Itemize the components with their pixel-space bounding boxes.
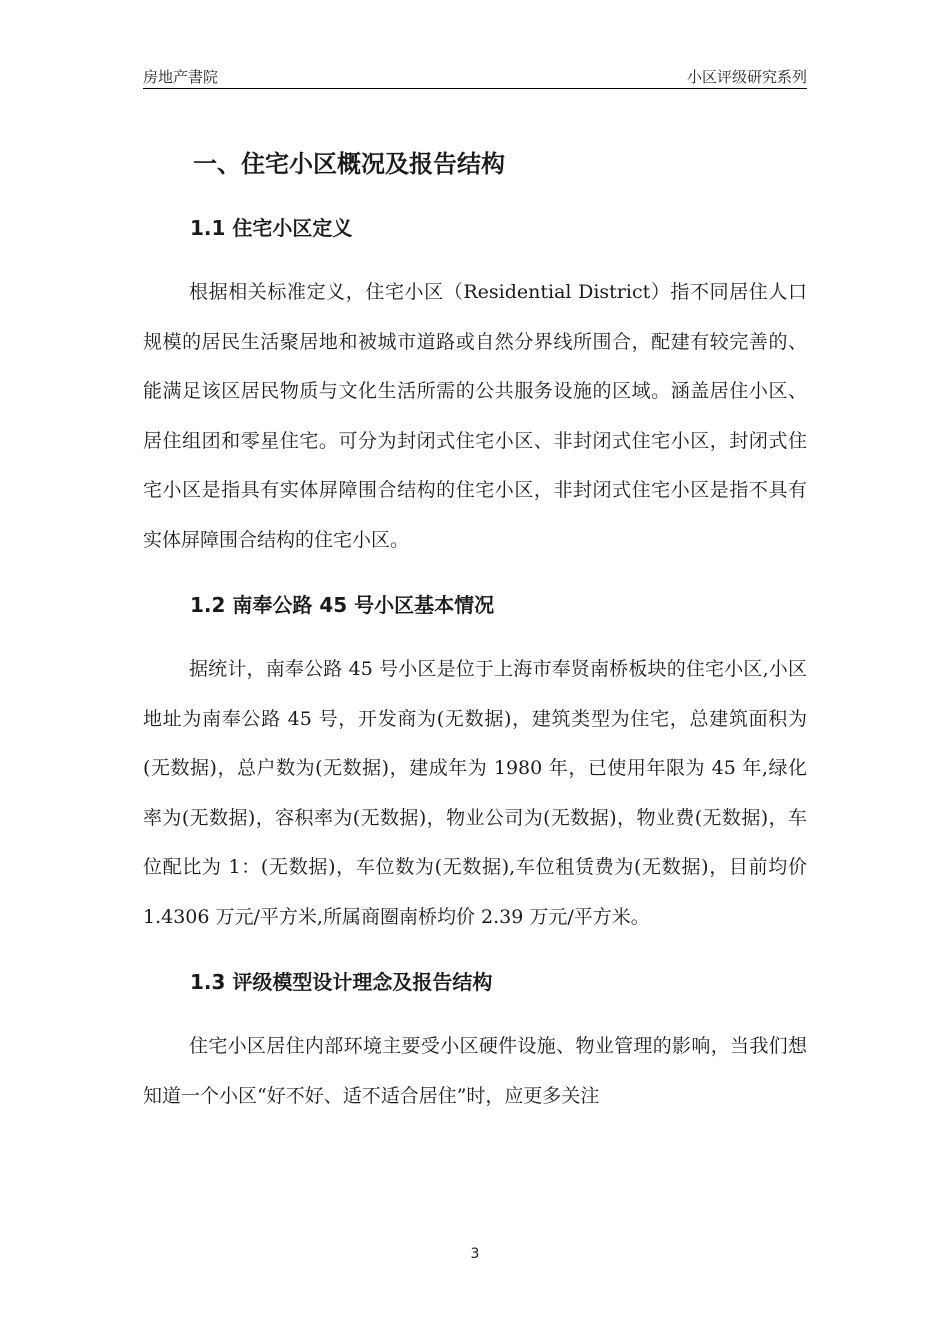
chapter-title: 一、住宅小区概况及报告结构 xyxy=(193,150,505,178)
header-publisher: 房地产書院 xyxy=(143,68,219,86)
header-series-title: 小区评级研究系列 xyxy=(686,68,807,86)
section-heading-1-3: 1.3 评级模型设计理念及报告结构 xyxy=(190,970,493,994)
document-body xyxy=(143,140,807,1121)
section-heading-1-2: 1.2 南奉公路 45 号小区基本情况 xyxy=(190,593,495,617)
page-header xyxy=(143,64,807,89)
section-body-1-3: 住宅小区居住内部环境主要受小区硬件设施、物业管理的影响，当我们想知道一个小区“好不好、适不适合居住”时，应更多关注 xyxy=(143,1035,807,1107)
section-body-1-1: 根据相关标准定义，住宅小区（Residential District）指不同居住人口规模的居民生活聚居地和被城市道路或自然分界线所围合，配建有较完善的、能满足该区居民物质与文化生活所需的公共服务设施的区域。涵盖居住小区、居住组团和零星住宅。可分为封闭式住宅小区、非封闭式住宅小区，封闭式住宅小区是指具有实体屏障围合结构的住宅小区，非封闭式住宅小区是指不具有实体屏障围合结构的住宅小区。 xyxy=(143,281,807,551)
section-body-1-2: 据统计，南奉公路 45 号小区是位于上海市奉贤南桥板块的住宅小区,小区地址为南奉公路 45 号，开发商为(无数据)，建筑类型为住宅，总建筑面积为(无数据)，总户数为(无数据)，建成年为 1980 年，已使用年限为 45 年,绿化率为(无数据)，容积率为(无数据)，物业公司为(无数据)，物业费(无数据)，车位配比为 1：(无数据)，车位数为(无数据),车位租赁费为(无数据)，目前均价 1.4306 万元/平方米,所属商圈南桥均价 2.39 万元/平方米。 xyxy=(143,658,807,928)
section-heading-1-1: 1.1 住宅小区定义 xyxy=(190,216,353,240)
page-number: 3 xyxy=(470,1246,480,1262)
